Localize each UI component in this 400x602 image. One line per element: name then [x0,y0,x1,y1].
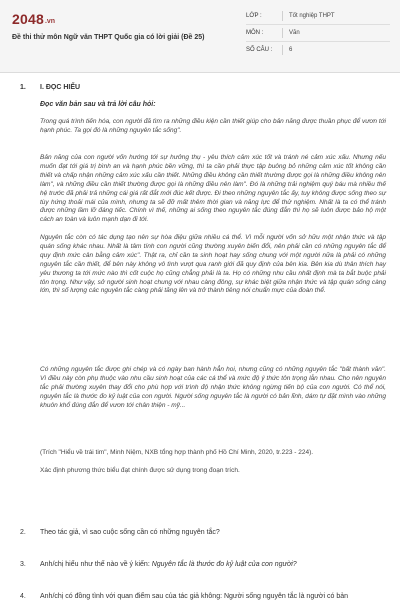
question-1-task: Xác định phương thức biểu đạt chính được sử dụng trong đoạn trích. [40,467,240,474]
question-number: 1. [20,84,26,91]
passage-paragraph-2: Bản năng của con người vốn hướng tới sự hưởng thụ - yêu thích cảm xúc tốt và tránh né cảm xúc xấu. Nhưng nếu muốn đạt tới giá trị bình an và hạnh phúc bền vững, thì ta cần phải thực tập buông bỏ những cảm xúc tốt không cần thiết và chấp nhận những cảm xúc xấu cần thiết. Những điều không cần thiết thường được gọi là những điều không nên làm", và những điều cần thiết thường được gọi là những điều nên làm". Đó là những trải nghiệm quý báu mà nhiều thế hệ trước đã phải trả những cái giá rất đắt mới đúc kết được. Đi theo những nguyên tắc ấy, tuy không được sống theo sự tùy hứng thoải mái của mình, nhưng ta sẽ đỡ mất thêm thời gian và năng lực để thử nghiệm. Nhất là ta có thể tránh được những lầm lỡ đáng tiếc. Chính vì thế, những ai sống theo nguyên tắc đúng đắn thì họ sẽ luôn được bảo hộ một cách an toàn và luôn mạnh dạn đi tới. [40,154,386,224]
question-number: 2. [20,529,26,536]
passage-paragraph-3: Nguyên tắc còn có tác dụng tạo nên sự hòa điệu giữa nhiều cá thể. Vì mỗi người vốn sở hữu một nhận thức và tập quán sống khác nhau. Nhất là tâm tính con người cũng thường xuyên biến đổi, nên phải cần có những nguyên tắc để quy định mức cân bằng cảm xúc". Thật ra, chỉ cần ta sinh hoạt hay sống chung với một người nữa là phải có những nguyên tắc cần thiết, để bên này không vô tình vượt qua ranh giới đã quy định của bên kia. Bên kia dù thân thích hay yêu thương ta tới mức nào thì cốt cuộc họ cũng chẳng phải là ta. Họ có những nhu cầu nhất định mà ta bắt buộc phải tôn trọng. Như vậy, sở người sinh hoạt chung với nhau càng đông, sự khác biệt giữa nhận thức và tập quán sống càng lớn, thì số lượng các nguyên tắc càng phải tăng lên và trở thành tiêng nói chuẩn mực của đoàn thể. [40,234,386,295]
section-title: I. ĐỌC HIỂU [40,84,81,91]
meta-value: Văn [289,30,300,36]
logo-domain: .vn [44,18,56,25]
meta-table [246,8,390,58]
passage-source: (Trích "Hiểu về trái tim", Minh Niệm, NXB tổng hợp thành phố Hồ Chí Minh, 2020, tr.223 - 224). [40,449,314,456]
page-header [0,0,400,73]
meta-label: LỚP : [246,13,262,19]
question-number: 3. [20,561,26,568]
passage-paragraph-4: Có những nguyên tắc được ghi chép và có ngày ban hành hẳn hoi, nhưng cũng có những nguyên tắc "bất thành văn". Vì điều này còn phụ thuộc vào nhu cầu sinh hoạt của các cá thể và mức độ ý thức tôn trọng lẫn nhau. Cho nên nguyên tắc phải thường xuyên thay đổi cho phù hợp với trình độ nhận thức không ngừng tiến bộ của con người. Có thể nói, nguyên tắc là thước đo kỷ luật của con người. Người sống nguyên tắc là người có bản lĩnh, dám tự đặt mình vào những khuôn khổ đúng đắn để vươn tới chân thiện - mỹ... [40,366,386,409]
question-text [40,560,385,570]
meta-divider [282,28,283,38]
meta-divider [282,11,283,21]
document-title: Đề thi thử môn Ngữ văn THPT Quốc gia có lời giải (Đề 25) [12,34,205,41]
question-text-quote: Nguyên tắc là thước đo kỷ luật của con người? [151,561,297,568]
meta-row-count [246,42,390,58]
question-text: Anh/chị có đồng tình với quan điểm sau của tác giả không: Người sống nguyên tắc là người có bản [40,593,348,600]
question-text-plain: Anh/chị hiểu như thế nào về ý kiến: [40,561,152,568]
meta-label: MÔN : [246,30,264,36]
site-logo[interactable] [12,10,55,28]
meta-row-subject [246,25,390,42]
meta-value: 6 [289,47,293,53]
logo-text: 2048 [12,11,44,27]
reading-instruction: Đọc văn bản sau và trả lời câu hỏi: [40,101,156,108]
question-number: 4. [20,593,26,600]
meta-divider [282,45,283,55]
meta-row-class [246,8,390,25]
passage-paragraph-1: Trong quá trình tiến hóa, con người đã tìm ra những điều kiện cần thiết giúp cho bản năng được thuần phục để vươn tới hạnh phúc. Ta gọi đó là những nguyên tắc sống". [40,118,386,134]
meta-label: SỐ CÂU : [246,47,273,53]
question-text: Theo tác giả, vì sao cuộc sống cần có những nguyên tắc? [40,529,220,536]
meta-value: Tốt nghiệp THPT [289,13,335,19]
